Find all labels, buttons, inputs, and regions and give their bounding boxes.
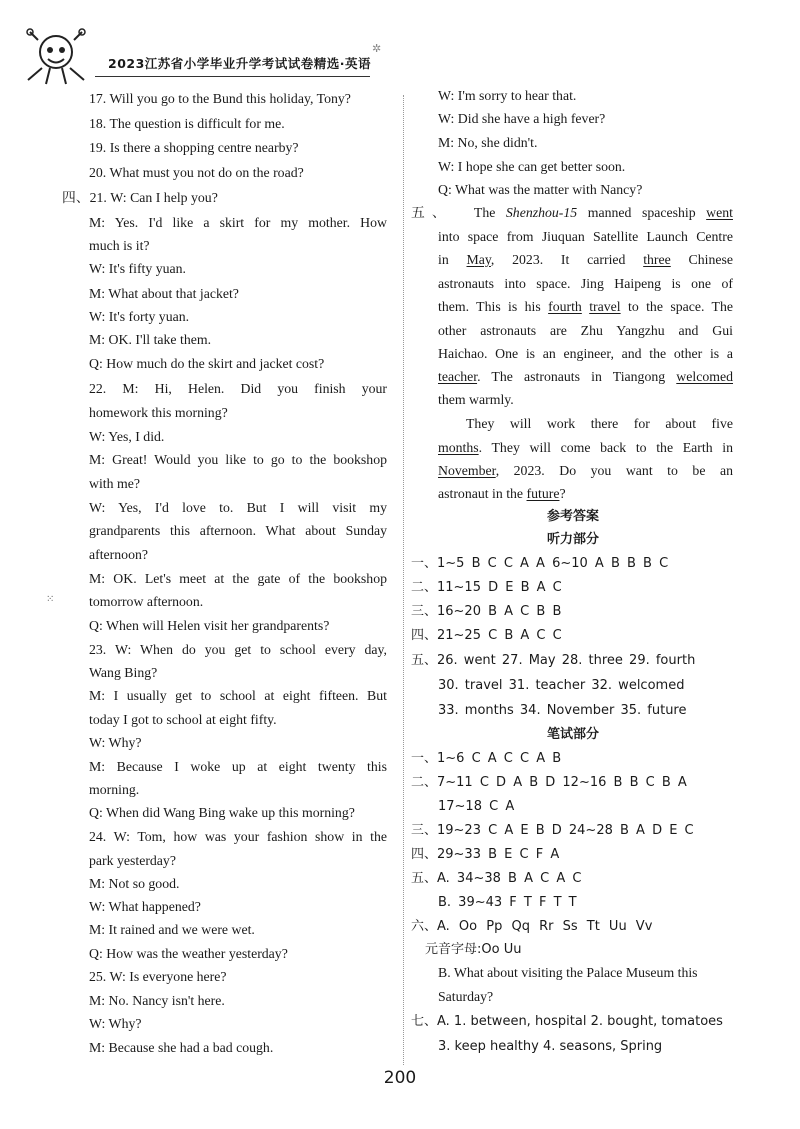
text-line: 四、21. W: Can I help you? bbox=[62, 190, 218, 205]
answer-line: 一、1~5 B C C A A 6~10 A B B B C bbox=[411, 556, 669, 571]
answer-word: went bbox=[706, 205, 733, 220]
text-line: morning. bbox=[89, 782, 140, 797]
answer-line: 五、26. went 27. May 28. three 29. fourth bbox=[411, 653, 696, 668]
section-heading: 笔试部分 bbox=[546, 727, 599, 742]
text-line: W: Yes, I did. bbox=[89, 429, 165, 444]
passage-line: in May, 2023. It carried three Chinese bbox=[438, 252, 733, 267]
text-line: afternoon? bbox=[89, 547, 148, 562]
text-line: Q: When will Helen visit her grandparents? bbox=[89, 618, 330, 633]
passage-line: other astronauts are Zhu Yangzhu and Gui bbox=[438, 323, 733, 338]
text-line: 22. M: Hi, Helen. Did you finish your bbox=[89, 381, 387, 396]
text-line: W: Why? bbox=[89, 735, 142, 750]
answer-line: 七、A. 1. between, hospital 2. bought, tomatoes bbox=[411, 1014, 723, 1029]
answer-line: 三、19~23 C A E B D 24~28 B A D E C bbox=[411, 823, 694, 838]
passage-line: teacher. The astronauts in Tiangong welcomed bbox=[438, 369, 733, 384]
text-line: Q: How much do the skirt and jacket cost? bbox=[89, 356, 325, 371]
answer-line: 五、A. 34~38 B A C A C bbox=[411, 871, 582, 886]
answer-line: 六、A. Oo Pp Qq Rr Ss Tt Uu Vv bbox=[411, 919, 653, 934]
passage-line: into space from Jiuquan Satellite Launch Centre bbox=[438, 229, 733, 244]
text-line: with me? bbox=[89, 476, 140, 491]
text-line: Q: What was the matter with Nancy? bbox=[438, 182, 643, 197]
passage-line: them. This is his fourth travel to the space. The bbox=[438, 299, 733, 314]
text-line: Q: When did Wang Bing wake up this morning? bbox=[89, 805, 355, 820]
text-line: M: Yes. I'd like a skirt for my mother. How bbox=[89, 215, 387, 230]
answer-line: 元音字母:Oo Uu bbox=[425, 942, 522, 957]
text-line: M: No, she didn't. bbox=[438, 135, 538, 150]
text-line: 24. W: Tom, how was your fashion show in the bbox=[89, 829, 387, 844]
text-line: homework this morning? bbox=[89, 405, 228, 420]
text-line: tomorrow afternoon. bbox=[89, 594, 204, 609]
text-line: M: I usually get to school at eight fifteen. But bbox=[89, 688, 387, 703]
answer-line: 四、29~33 B E C F A bbox=[411, 847, 560, 862]
text-line: M: Because I woke up at eight twenty this bbox=[89, 759, 387, 774]
answer-line: 三、16~20 B A C B B bbox=[411, 604, 562, 619]
answer-line: Saturday? bbox=[438, 989, 494, 1004]
text-line: Wang Bing? bbox=[89, 665, 158, 680]
text-line: W: What happened? bbox=[89, 899, 201, 914]
passage-line: November, 2023. Do you want to be an bbox=[438, 463, 733, 478]
answer-line: 30. travel 31. teacher 32. welcomed bbox=[438, 678, 685, 693]
text-line: W: I'm sorry to hear that. bbox=[438, 88, 577, 103]
answer-line: 二、11~15 D E B A C bbox=[411, 580, 562, 595]
text-line: M: OK. I'll take them. bbox=[89, 332, 212, 347]
text-line: 19. Is there a shopping centre nearby? bbox=[89, 140, 299, 155]
answer-word: teacher bbox=[438, 369, 478, 384]
ship-name: Shenzhou-15 bbox=[505, 205, 578, 220]
text-line: M: No. Nancy isn't here. bbox=[89, 993, 225, 1008]
answer-word: welcomed bbox=[676, 369, 733, 384]
passage-line: them warmly. bbox=[438, 392, 514, 407]
passage-line: They will work there for about five bbox=[466, 416, 733, 431]
answer-word: months bbox=[438, 440, 479, 455]
text-line: W: It's forty yuan. bbox=[89, 309, 190, 324]
header-title: 2023江苏省小学毕业升学考试试卷精选·英语 bbox=[108, 56, 372, 71]
passage-line: months. They will come back to the Earth in bbox=[438, 440, 733, 455]
text-line: M: Great! Would you like to go to the bookshop bbox=[89, 452, 387, 467]
answer-line: 17~18 C A bbox=[438, 799, 515, 814]
text-line: today I got to school at eight fifty. bbox=[89, 712, 277, 727]
answer-line: 二、7~11 C D A B D 12~16 B B C B A bbox=[411, 775, 687, 790]
text-line: M: OK. Let's meet at the gate of the bookshop bbox=[89, 571, 387, 586]
answer-word: travel bbox=[589, 299, 621, 314]
answer-word: May bbox=[466, 252, 491, 267]
text-line: 20. What must you not do on the road? bbox=[89, 165, 304, 180]
text-line: W: Yes, I'd love to. But I will visit my bbox=[89, 500, 387, 515]
answer-line: B. What about visiting the Palace Museum this bbox=[438, 965, 698, 980]
text-line: M: It rained and we were wet. bbox=[89, 922, 255, 937]
passage-line: Haichao. One is an engineer, and the other is a bbox=[438, 346, 733, 361]
answer-word: fourth bbox=[548, 299, 582, 314]
passage-line: 五、 The Shenzhou-15 manned spaceship went bbox=[411, 205, 733, 221]
text-line: 17. Will you go to the Bund this holiday, Tony? bbox=[89, 91, 351, 106]
star-icon: ✲ bbox=[372, 43, 382, 55]
passage-line: astronaut in the future? bbox=[438, 486, 566, 501]
page-number: 200 bbox=[383, 1068, 417, 1088]
answer-line: 一、1~6 C A C C A B bbox=[411, 751, 562, 766]
answer-line: 3. keep healthy 4. seasons, Spring bbox=[438, 1039, 663, 1054]
text-line: grandparents this afternoon. What about Sunday bbox=[89, 523, 387, 538]
text-line: W: Why? bbox=[89, 1016, 142, 1031]
text-line: M: Not so good. bbox=[89, 876, 180, 891]
text-line: much is it? bbox=[89, 238, 150, 253]
passage-line: astronauts into space. Jing Haipeng is one of bbox=[438, 276, 733, 291]
text-line: 18. The question is difficult for me. bbox=[89, 116, 285, 131]
text-line: W: I hope she can get better soon. bbox=[438, 159, 626, 174]
answer-line: B. 39~43 F T F T T bbox=[438, 895, 577, 910]
answer-word: three bbox=[643, 252, 671, 267]
text-line: 25. W: Is everyone here? bbox=[89, 969, 227, 984]
text-line: W: It's fifty yuan. bbox=[89, 261, 186, 276]
answer-word: November bbox=[438, 463, 496, 478]
answer-line: 33. months 34. November 35. future bbox=[438, 703, 687, 718]
text-line: M: What about that jacket? bbox=[89, 286, 239, 301]
text-line: M: Because she had a bad cough. bbox=[89, 1040, 274, 1055]
answer-line: 四、21~25 C B A C C bbox=[411, 628, 562, 643]
section-heading: 听力部分 bbox=[546, 532, 599, 547]
text-line: 23. W: When do you get to school every day, bbox=[89, 642, 387, 657]
text-line: W: Did she have a high fever? bbox=[438, 111, 606, 126]
answer-word: future bbox=[526, 486, 560, 501]
section-heading: 参考答案 bbox=[546, 509, 599, 524]
text-line: Q: How was the weather yesterday? bbox=[89, 946, 288, 961]
margin-mark: ⁙ bbox=[46, 594, 55, 605]
text-line: park yesterday? bbox=[89, 853, 176, 868]
